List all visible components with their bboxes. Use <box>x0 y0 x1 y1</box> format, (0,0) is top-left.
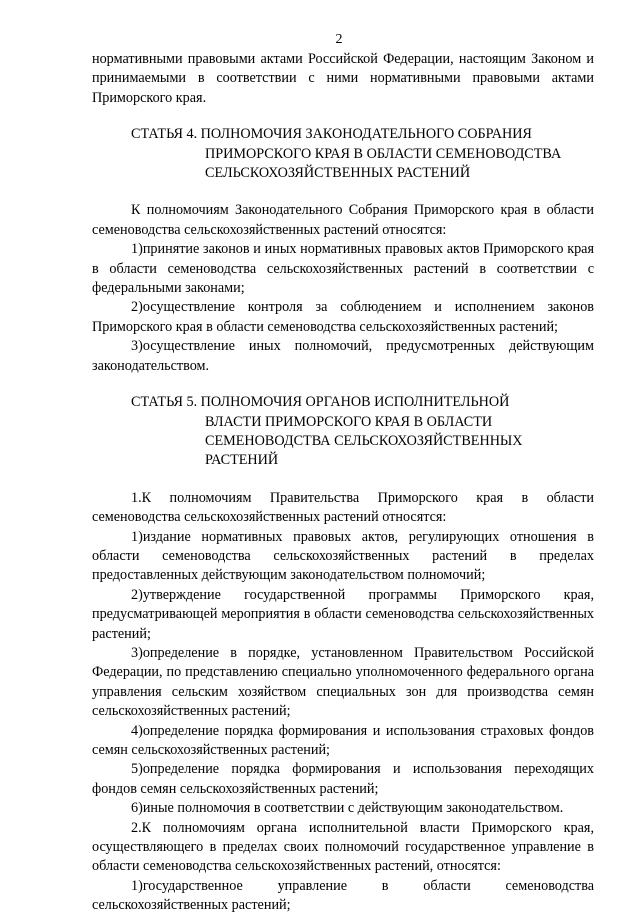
article-5-heading-line: СТАТЬЯ 5. ПОЛНОМОЧИЯ ОРГАНОВ ИСПОЛНИТЕЛЬНОЙ <box>131 394 510 411</box>
article-paragraph: 3)определение в порядке, установленном Правительством Российской Федерации, по представлению специально уполномоченного федерального органа управления сельским хозяйством специальных зон для производства семян сельскохозяйственных растений; <box>92 644 594 720</box>
article-paragraph: 1)принятие законов и иных нормативных правовых актов Приморского края в области семеноводства сельскохозяйственных растений в соответствии с федеральными законами; <box>92 241 594 297</box>
article-paragraph: 1)издание нормативных правовых актов, регулирующих отношения в области семеноводства сельскохозяйственных растений в пределах предоставленных действующим законодательством полномочий; <box>92 528 594 584</box>
article-5-heading-line: ВЛАСТИ ПРИМОРСКОГО КРАЯ В ОБЛАСТИ <box>205 413 493 430</box>
article-paragraph: 2.К полномочиям органа исполнительной власти Приморского края, осуществляющего в пределах своих полномочий государственное управление в области семеноводства сельскохозяйственных растений, относятся: <box>92 819 594 875</box>
article-paragraph: 4)определение порядка формирования и использования страховых фондов семян сельскохозяйственных растений; <box>92 722 594 758</box>
article-paragraph: 2)осуществление контроля за соблюдением и исполнением законов Приморского края в области семеноводства сельскохозяйственных растений; <box>92 299 594 335</box>
article-paragraph: 2)утверждение государственной программы Приморского края, предусматривающей мероприятия в области семеноводства сельскохозяйственных растений; <box>92 586 594 642</box>
article-4-heading-line: СТАТЬЯ 4. ПОЛНОМОЧИЯ ЗАКОНОДАТЕЛЬНОГО СОБРАНИЯ <box>131 126 532 143</box>
article-paragraph: К полномочиям Законодательного Собрания Приморского края в области семеноводства сельскохозяйственных растений относятся: <box>92 202 594 238</box>
article-5-heading-line: РАСТЕНИЙ <box>205 452 279 469</box>
article-4-body <box>92 201 594 376</box>
article-paragraph: 1.К полномочиям Правительства Приморского края в области семеноводства сельскохозяйственных растений относятся: <box>92 489 594 526</box>
article-4-heading-line: ПРИМОРСКОГО КРАЯ В ОБЛАСТИ СЕМЕНОВОДСТВА <box>205 145 562 162</box>
article-5-heading <box>92 393 594 471</box>
article-paragraph: 5)определение порядка формирования и использования переходящих фондов семян сельскохозяйственных растений; <box>92 761 594 797</box>
article-5-heading-line: СЕМЕНОВОДСТВА СЕЛЬСКОХОЗЯЙСТВЕННЫХ <box>205 432 523 449</box>
article-paragraph: 3)осуществление иных полномочий, предусмотренных действующим законодательством. <box>92 338 594 374</box>
article-paragraph: 1)государственное управление в области семеноводства сельскохозяйственных растений; <box>92 877 594 914</box>
page-number: 2 <box>335 32 343 47</box>
article-4-heading <box>92 125 594 183</box>
article-paragraph: 6)иные полномочия в соответствии с действующим законодательством. <box>131 800 564 817</box>
article-5-body <box>92 489 594 916</box>
article-4-heading-line: СЕЛЬСКОХОЗЯЙСТВЕННЫХ РАСТЕНИЙ <box>205 165 471 182</box>
intro-paragraph: нормативными правовыми актами Российской Федерации, настоящим Законом и принимаемыми в соответствии с ними нормативными правовыми актами Приморского края. <box>92 51 594 106</box>
